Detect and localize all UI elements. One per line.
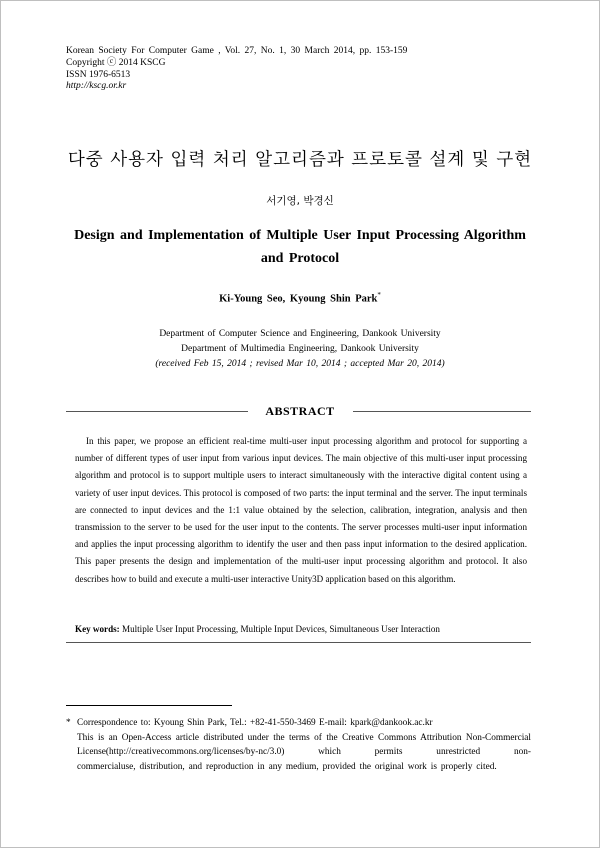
- english-title-line1: Design and Implementation of Multiple User Input Processing Algorithm: [74, 228, 526, 243]
- abstract-heading: ABSTRACT: [265, 404, 335, 418]
- keywords: [75, 624, 535, 634]
- korean-authors: 서기영, 박경신: [266, 195, 334, 207]
- correspondence: Correspondence to: Kyoung Shin Park, Tel.: +82-41-550-3469 E-mail: kpark@dankook.ac.kr: [77, 718, 433, 728]
- affiliation-1: Department of Computer Science and Engineering, Dankook University: [159, 329, 441, 339]
- english-title: [60, 224, 540, 270]
- license-text-end: commercialuse, distribution, and reproduction in any medium, provided the original work is properly cited.: [77, 761, 497, 772]
- footnote-marker: *: [66, 718, 71, 728]
- journal-citation: Korean Society For Computer Game , Vol. 27, No. 1, 30 March 2014, pp. 153-159: [66, 46, 408, 56]
- abstract-rule-right: [353, 411, 531, 412]
- license-text: This is an Open-Access article distributed under the terms of the Creative Commons Attribution Non-Commercial License(http://creativecommons.org/licenses/by-nc/3.0) which permits unrestricted non-: [77, 732, 531, 757]
- keywords-rule: [66, 642, 531, 643]
- affiliations: [0, 327, 600, 372]
- affiliation-2: Department of Multimedia Engineering, Dankook University: [181, 344, 419, 354]
- english-author-names: Ki-Young Seo, Kyoung Shin Park: [219, 293, 378, 305]
- keywords-label: Key words:: [75, 624, 120, 634]
- issn-line: ISSN 1976-6513: [66, 69, 131, 80]
- korean-title: 다중 사용자 입력 처리 알고리즘과 프로토콜 설계 및 구현: [67, 150, 533, 170]
- keywords-list: Multiple User Input Processing, Multiple Input Devices, Simultaneous User Interaction: [122, 624, 440, 634]
- submission-dates: (received Feb 15, 2014 ; revised Mar 10, 2014 ; accepted Mar 20, 2014): [155, 359, 445, 369]
- journal-header: [66, 46, 407, 93]
- footnote-rule: [66, 705, 232, 706]
- footnote: [66, 716, 531, 774]
- english-authors: [0, 291, 600, 305]
- english-title-line2: and Protocol: [260, 251, 340, 266]
- copyright-line: Copyright ⓒ 2014 KSCG: [66, 57, 166, 68]
- journal-url[interactable]: http://kscg.or.kr: [66, 81, 127, 92]
- corresponding-author-mark: *: [377, 291, 381, 299]
- abstract-body: In this paper, we propose an efficient real-time multi-user input processing algorithm and protocol for supporting a number of different types of user input from various input devices. The main objective of this multi-user input processing algorithm and protocol is to support multiple users to interact simultaneously with the interactive digital content using a variety of user input devices. This protocol is composed of two parts: the input terminal and the server. The input terminals are connected to input devices and the 1:1 value obtained by the selection, calibration, integration, analysis and then transmission to the server to be used for the user input to the contents. The server processes multi-user input information and applies the input processing algorithm to identify the user and then pass input information to the desired application. This paper presents the design and implementation of the multi-user input processing algorithm and protocol. It also describes how to build and execute a multi-user interactive Unity3D application based on this algorithm.: [75, 436, 527, 584]
